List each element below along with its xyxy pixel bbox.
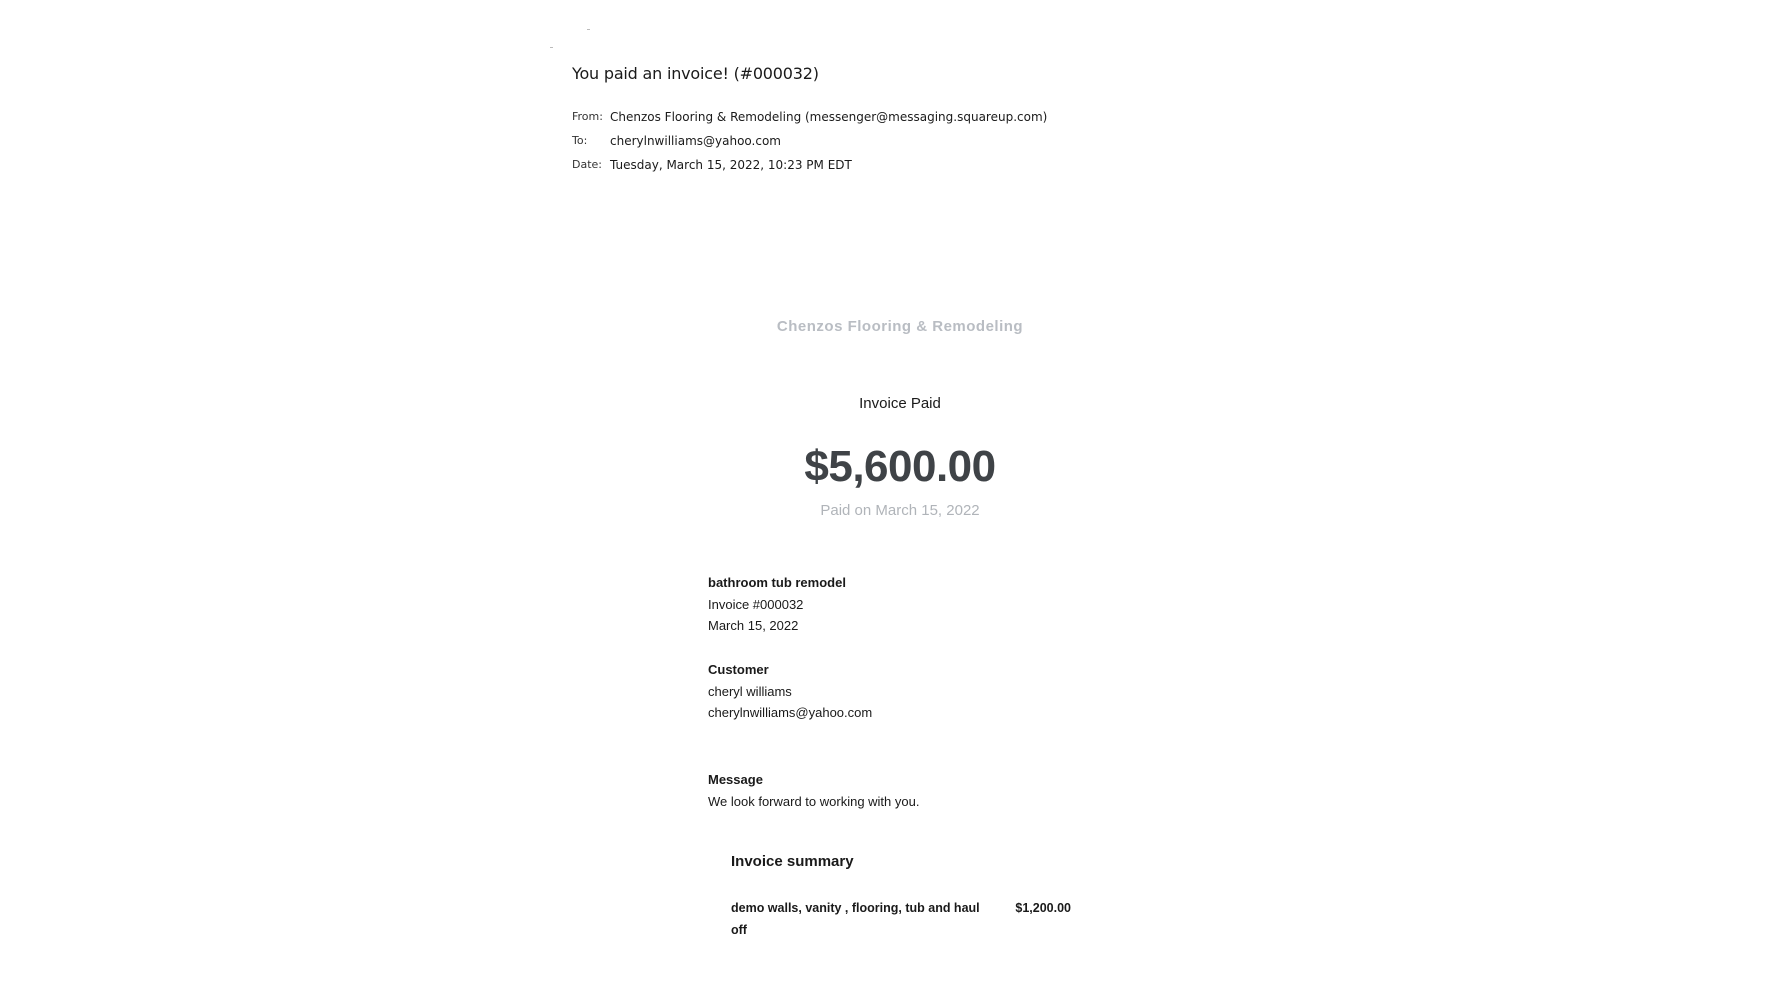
line-item-description: demo walls, vanity , flooring, tub and haul off bbox=[731, 901, 980, 937]
customer-name: cheryl williams bbox=[708, 683, 792, 699]
customer-heading: Customer bbox=[708, 662, 769, 677]
paid-on-date: Paid on March 15, 2022 bbox=[820, 502, 980, 519]
date-row bbox=[572, 153, 1272, 177]
message-heading: Message bbox=[708, 772, 763, 787]
invoice-details bbox=[708, 572, 1208, 637]
email-subject: You paid an invoice! (#000032) bbox=[572, 64, 819, 83]
invoice-status: Invoice Paid bbox=[859, 395, 941, 412]
email-header bbox=[572, 64, 1272, 177]
to-row bbox=[572, 129, 1272, 153]
line-item-price: $1,200.00 bbox=[1015, 901, 1071, 915]
invoice-title: bathroom tub remodel bbox=[708, 575, 846, 590]
from-row bbox=[572, 105, 1272, 129]
invoice-number: Invoice #000032 bbox=[708, 596, 804, 612]
message-text: We look forward to working with you. bbox=[708, 793, 920, 809]
scan-speck bbox=[587, 29, 590, 30]
from-label: From: bbox=[572, 110, 603, 123]
paid-amount: $5,600.00 bbox=[804, 442, 996, 491]
scan-speck bbox=[550, 47, 553, 48]
message-section bbox=[708, 769, 1208, 812]
invoice-date: March 15, 2022 bbox=[708, 618, 799, 633]
to-value[interactable]: cherylnwilliams@yahoo.com bbox=[610, 134, 781, 148]
from-value[interactable]: Chenzos Flooring & Remodeling (messenger@messaging.squareup.com) bbox=[610, 110, 1048, 124]
customer-details bbox=[708, 659, 1208, 724]
merchant-name: Chenzos Flooring & Remodeling bbox=[776, 318, 1024, 335]
line-item bbox=[731, 898, 1071, 941]
to-label: To: bbox=[572, 134, 588, 147]
customer-email[interactable]: cherylnwilliams@yahoo.com bbox=[708, 705, 873, 720]
date-value: Tuesday, March 15, 2022, 10:23 PM EDT bbox=[610, 158, 852, 172]
invoice-summary-heading: Invoice summary bbox=[731, 853, 854, 870]
date-label: Date: bbox=[572, 158, 602, 171]
